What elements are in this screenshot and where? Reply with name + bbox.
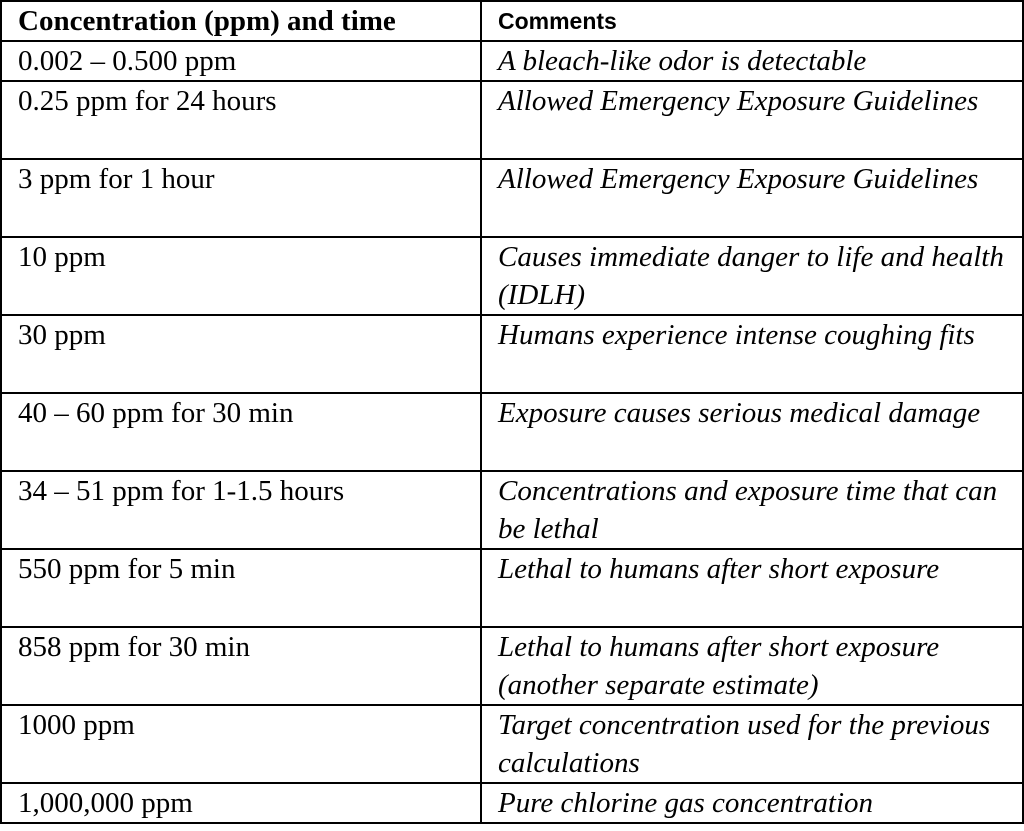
table-row: [1, 549, 1023, 627]
comment-cell: Lethal to humans after short exposure (another separate estimate): [481, 627, 1023, 705]
table-header-row: [1, 1, 1023, 41]
concentration-cell: 10 ppm: [1, 237, 481, 315]
concentration-cell: 858 ppm for 30 min: [1, 627, 481, 705]
concentration-cell: 0.25 ppm for 24 hours: [1, 81, 481, 159]
comment-cell: Allowed Emergency Exposure Guidelines: [481, 81, 1023, 159]
concentration-cell: 34 – 51 ppm for 1-1.5 hours: [1, 471, 481, 549]
table-row: [1, 81, 1023, 159]
concentration-cell: 0.002 – 0.500 ppm: [1, 41, 481, 81]
table-row: [1, 159, 1023, 237]
comment-cell: Humans experience intense coughing fits: [481, 315, 1023, 393]
table-row: [1, 237, 1023, 315]
table-row: [1, 783, 1023, 823]
table-row: [1, 627, 1023, 705]
comment-cell: Pure chlorine gas concentration: [481, 783, 1023, 823]
comment-cell: A bleach-like odor is detectable: [481, 41, 1023, 81]
header-concentration: Concentration (ppm) and time: [1, 1, 481, 41]
concentration-cell: 1000 ppm: [1, 705, 481, 783]
comment-cell: Causes immediate danger to life and health (IDLH): [481, 237, 1023, 315]
table-row: [1, 315, 1023, 393]
concentration-cell: 3 ppm for 1 hour: [1, 159, 481, 237]
comment-cell: Target concentration used for the previous calculations: [481, 705, 1023, 783]
comment-cell: Concentrations and exposure time that can be lethal: [481, 471, 1023, 549]
concentration-cell: 550 ppm for 5 min: [1, 549, 481, 627]
concentration-cell: 1,000,000 ppm: [1, 783, 481, 823]
table-row: [1, 393, 1023, 471]
concentration-cell: 30 ppm: [1, 315, 481, 393]
table-row: [1, 705, 1023, 783]
comment-cell: Exposure causes serious medical damage: [481, 393, 1023, 471]
concentration-cell: 40 – 60 ppm for 30 min: [1, 393, 481, 471]
header-comments: Comments: [481, 1, 1023, 41]
comment-cell: Allowed Emergency Exposure Guidelines: [481, 159, 1023, 237]
table-row: [1, 471, 1023, 549]
table-row: [1, 41, 1023, 81]
comment-cell: Lethal to humans after short exposure: [481, 549, 1023, 627]
